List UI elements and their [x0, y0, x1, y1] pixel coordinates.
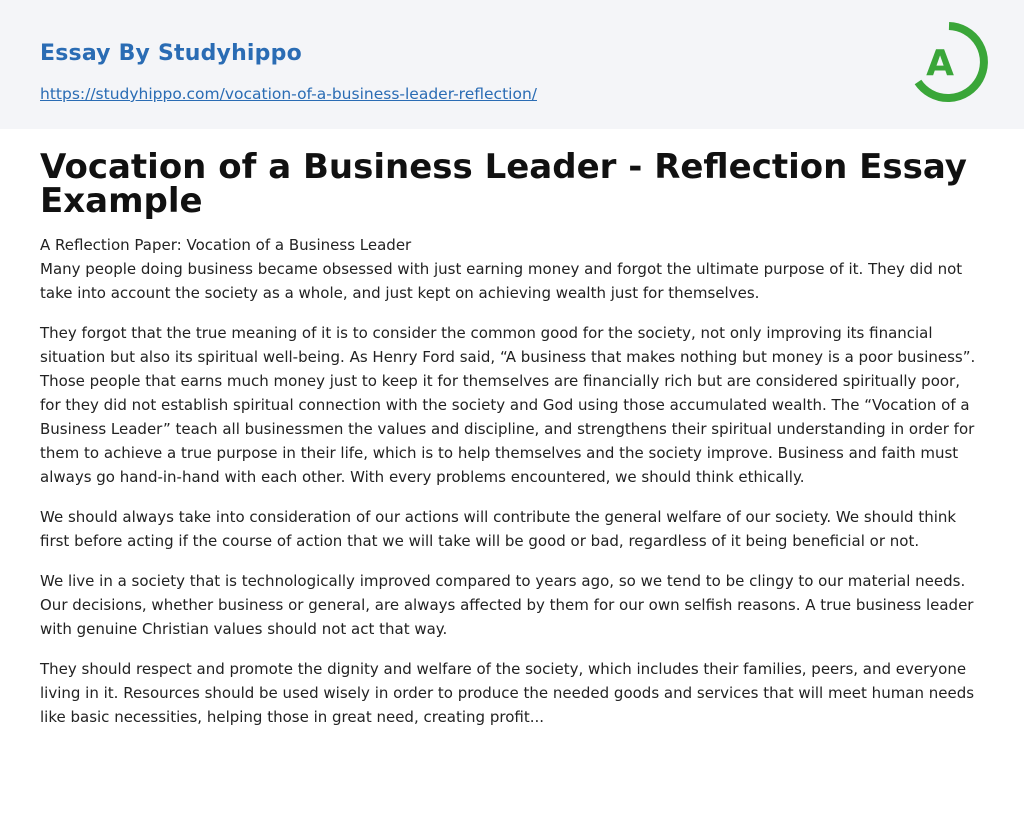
article — [40, 147, 984, 745]
article-paragraph: Many people doing business became obsessed with just earning money and forgot the ultimate purpose of it. They did not take into account the society as a whole, and just kept on achieving wealth just for themselves. — [40, 260, 963, 302]
article-subtitle: A Reflection Paper: Vocation of a Business Leader — [40, 236, 412, 254]
article-paragraph: They forgot that the true meaning of it is to consider the common good for the society, not only improving its financial situation but also its spiritual well-being. As Henry Ford said, “A business that makes nothing but money is a poor business”. Those people that earns much money just to keep it for themselves are financially rich but are considered spiritually poor, for they did not establish spiritual connection with the society and God using those accumulated wealth. The “Vocation of a Business Leader” teach all businessmen the values and discipline, and strengthens their spiritual understanding in order for them to achieve a true purpose in their life, which is to help themselves and the society improve. Business and faith must always go hand-in-hand with each other. With every problems encountered, we should think ethically. — [40, 324, 976, 486]
article-url-link[interactable]: https://studyhippo.com/vocation-of-a-business-leader-reflection/ — [40, 85, 537, 103]
site-header — [0, 0, 1024, 129]
page-title: Vocation of a Business Leader - Reflection Essay Example — [40, 147, 967, 221]
article-paragraph: We should always take into consideration of our actions will contribute the general welfare of our society. We should think first before acting if the course of action that we will take will be good or bad, regardless of it being beneficial or not. — [40, 508, 957, 550]
article-paragraph: We live in a society that is technologically improved compared to years ago, so we tend to be clingy to our material needs. Our decisions, whether business or general, are always affected by them for our own selfish reasons. A true business leader with genuine Christian values should not act that way. — [40, 572, 974, 638]
article-paragraph: They should respect and promote the dignity and welfare of the society, which includes their families, peers, and everyone living in it. Resources should be used wisely in order to produce the needed goods and services that will meet human needs like basic necessities, helping those in great need, creating profit... — [40, 660, 975, 726]
logo-letter: A — [926, 43, 954, 84]
studyhippo-logo-icon[interactable] — [910, 18, 988, 106]
brand-title[interactable]: Essay By Studyhippo — [40, 41, 302, 66]
